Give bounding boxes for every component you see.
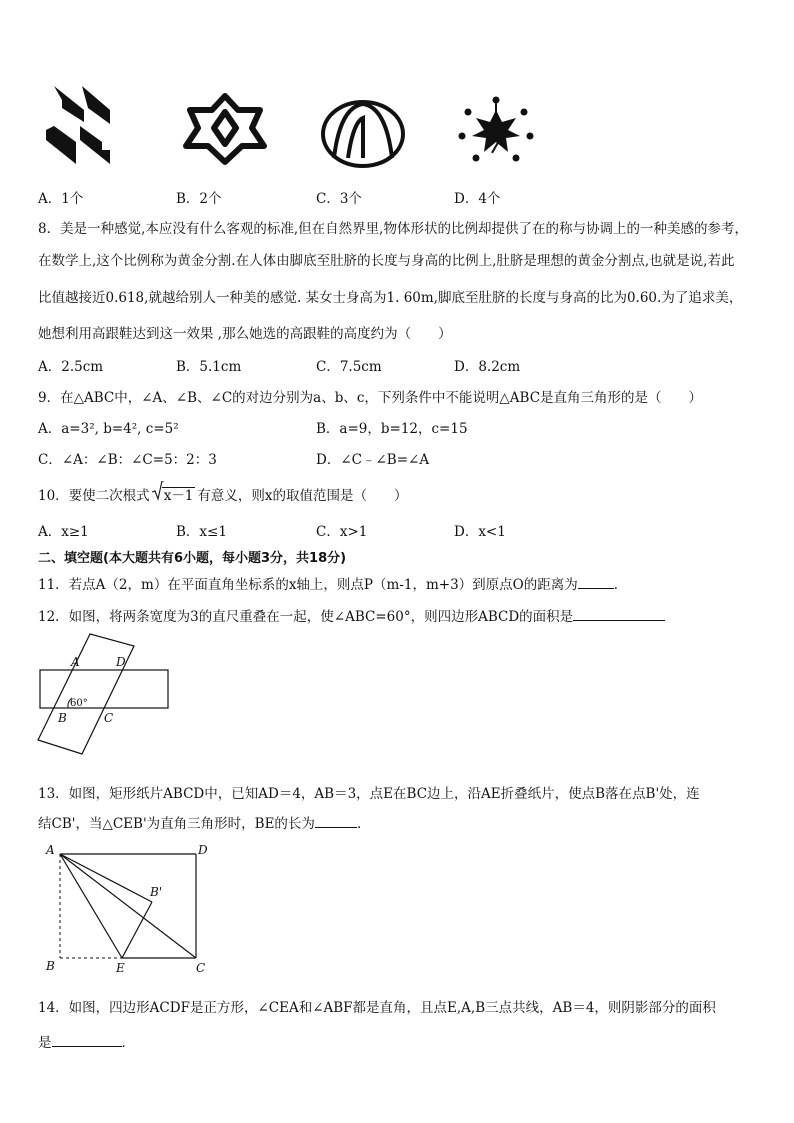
q14-end: ． <box>121 1035 135 1051</box>
q11 <box>38 573 627 593</box>
q8-line-3: 比值越接近0.618,就越给别人一种美的感觉. 某女士身高为1. 60m,脚底至肚脐的长度与身高的比为0.60.为了追求美， <box>38 290 743 306</box>
q8-option-d[interactable]: D．8.2cm <box>454 359 521 375</box>
q12-figure <box>34 632 174 756</box>
q8-option-c[interactable]: C．7.5cm <box>316 359 382 375</box>
q10-radical <box>152 484 196 504</box>
q12-text: 12．如图，将两条宽度为3的直尺重叠在一起，使∠ABC=60°，则四边形ABCD的面积是 <box>38 609 574 625</box>
slanted-ruler <box>38 634 134 754</box>
q8-line-1: 8．美是一种感觉,本应没有什么客观的标准,但在自然界里,物体形状的比例却提供了在的称与协调上的一种美感的参考， <box>38 221 748 237</box>
q13-line-2 <box>38 812 370 832</box>
section-2-title: 二、填空题(本大题共有6小题，每小题3分，共18分) <box>38 551 347 566</box>
q9-stem: 9．在△ABC中，∠A、∠B、∠C的对边分别为a、b、c，下列条件中不能说明△ABC是直角三角形的是（ ） <box>38 390 703 406</box>
q13-figure <box>40 838 220 978</box>
sun-splash-logo-icon <box>458 96 534 164</box>
q8-option-b[interactable]: B．5.1cm <box>176 359 242 375</box>
q13-text: 结CB'，当△CEB'为直角三角形时，BE的长为 <box>38 816 315 832</box>
q10-option-d[interactable]: D．x<1 <box>454 524 506 540</box>
angle-label: 60° <box>70 698 88 709</box>
q13-answer-blank[interactable] <box>315 813 357 828</box>
q10-option-a[interactable]: A．x≥1 <box>38 524 89 540</box>
logo-strip <box>30 82 534 174</box>
q10-stem <box>38 484 408 504</box>
q11-answer-blank[interactable] <box>578 574 614 589</box>
q14-line-1: 14．如图，四边形ACDF是正方形，∠CEA和∠ABF都是直角，且点E,A,B三点共线，AB＝4，则阴影部分的面积 <box>38 1000 716 1016</box>
q8-option-a[interactable]: A．2.5cm <box>38 359 104 375</box>
q14-text: 是 <box>38 1035 52 1051</box>
q12 <box>38 605 665 625</box>
q8-line-4: 她想利用高跟鞋达到这一效果 ,那么她选的高跟鞋的高度约为（ ） <box>38 326 452 342</box>
q12-answer-blank[interactable] <box>573 606 665 621</box>
q8-line-2: 在数学上,这个比例称为黄金分割.在人体由脚底至肚脐的长度与身高的比例上,肚脐是理想的黄金分割点,也就是说,若此 <box>38 253 735 269</box>
label-C: C <box>196 961 206 975</box>
q14-answer-blank[interactable] <box>52 1032 122 1047</box>
label-A: A <box>46 843 55 857</box>
q7-option-c[interactable]: C．3个 <box>316 191 362 207</box>
arch-oval-logo-icon <box>318 94 408 170</box>
horizontal-ruler <box>40 670 168 708</box>
label-A: A <box>71 655 80 669</box>
suzuki-logo-icon <box>40 86 124 164</box>
q10-radicand: x－1 <box>163 488 194 504</box>
q9-option-d[interactable]: D．∠C﹣∠B=∠A <box>316 452 430 468</box>
hexagram-knot-logo-icon <box>180 90 270 168</box>
label-D: D <box>116 655 126 669</box>
q9-option-a[interactable]: A．a=3², b=4², c=5² <box>38 421 179 437</box>
radical-sign-icon <box>152 481 164 501</box>
q11-end: ． <box>613 577 628 593</box>
q14-line-2 <box>38 1031 135 1051</box>
q10-stem-prefix: 10．要使二次根式 <box>38 488 150 504</box>
q10-stem-suffix: 有意义，则x的取值范围是（ ） <box>197 488 408 504</box>
q9-option-b[interactable]: B．a=9，b=12，c=15 <box>316 421 468 437</box>
q13-line-1: 13．如图，矩形纸片ABCD中，已知AD＝4，AB＝3，点E在BC边上，沿AE折叠纸片，使点B落在点B'处，连 <box>38 786 700 802</box>
q7-option-d[interactable]: D．4个 <box>454 191 501 207</box>
label-E: E <box>116 961 125 975</box>
label-D: D <box>198 843 208 857</box>
label-B: B <box>46 959 55 973</box>
q7-option-a[interactable]: A．1个 <box>38 191 84 207</box>
label-B: B <box>58 711 67 725</box>
q11-text: 11．若点A（2，m）在平面直角坐标系的x轴上，则点P（m-1，m+3）到原点O的距离为 <box>38 577 578 593</box>
label-C: C <box>104 711 114 725</box>
q10-option-c[interactable]: C．x>1 <box>316 524 368 540</box>
q13-end: ． <box>356 816 371 832</box>
q10-option-b[interactable]: B．x≤1 <box>176 524 227 540</box>
q7-option-b[interactable]: B．2个 <box>176 191 222 207</box>
label-B-prime: B' <box>150 885 163 899</box>
q9-option-c[interactable]: C．∠A：∠B：∠C=5：2：3 <box>38 452 217 468</box>
